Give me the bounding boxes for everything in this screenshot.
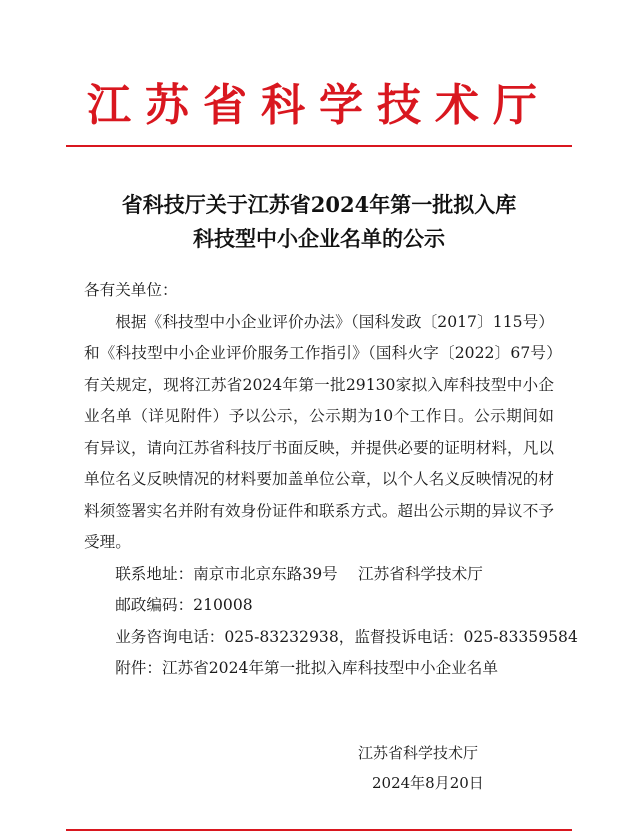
- signature-block: [300, 738, 540, 798]
- main-paragraph: 根据《科技型中小企业评价办法》（国科发政〔2017〕115号）和《科技型中小企业评价服务工作指引》（国科火字〔2022〕67号）有关规定，现将江苏省2024年第一批29130家拟入库科技型中小企业名单（详见附件）予以公示，公示期为10个工作日。公示期间如有异议，请向江苏省科技厅书面反映，并提供必要的证明材料，凡以单位名义反映情况的材料要加盖单位公章，以个人名义反映情况的材料须签署实名并附有效身份证件和联系方式。超出公示期的异议不予受理。: [84, 312, 554, 551]
- postcode: [84, 590, 554, 622]
- phone-line: 业务咨询电话：025-83232938，监督投诉电话：025-83359584: [115, 627, 578, 646]
- postcode-label: 邮政编码：: [115, 596, 194, 614]
- salutation: 各有关单位：: [84, 281, 178, 299]
- title-line-2: 科技型中小企业名单的公示: [193, 226, 445, 251]
- title-line-1: 省科技厅关于江苏省2024年第一批拟入库: [121, 192, 517, 217]
- contact-address: [84, 559, 554, 591]
- address-label: 联系地址：: [115, 564, 194, 583]
- address-org: 江苏省科学技术厅: [358, 564, 483, 583]
- header-red-rule: [66, 145, 572, 147]
- address-value: 南京市北京东路39号: [193, 564, 338, 583]
- attachment-label: 附件：: [115, 659, 162, 677]
- signature-date: 2024年8月20日: [372, 774, 484, 792]
- attachment: [84, 653, 554, 685]
- postcode-value: 210008: [193, 596, 253, 614]
- document-header-org-name: 江苏省科学技术厅: [87, 80, 551, 131]
- signature-org: 江苏省科学技术厅: [358, 744, 479, 762]
- attachment-value: 江苏省2024年第一批拟入库科技型中小企业名单: [161, 659, 498, 677]
- document-title: [60, 188, 578, 256]
- footer-red-rule: [66, 829, 572, 831]
- document-body: [84, 275, 578, 685]
